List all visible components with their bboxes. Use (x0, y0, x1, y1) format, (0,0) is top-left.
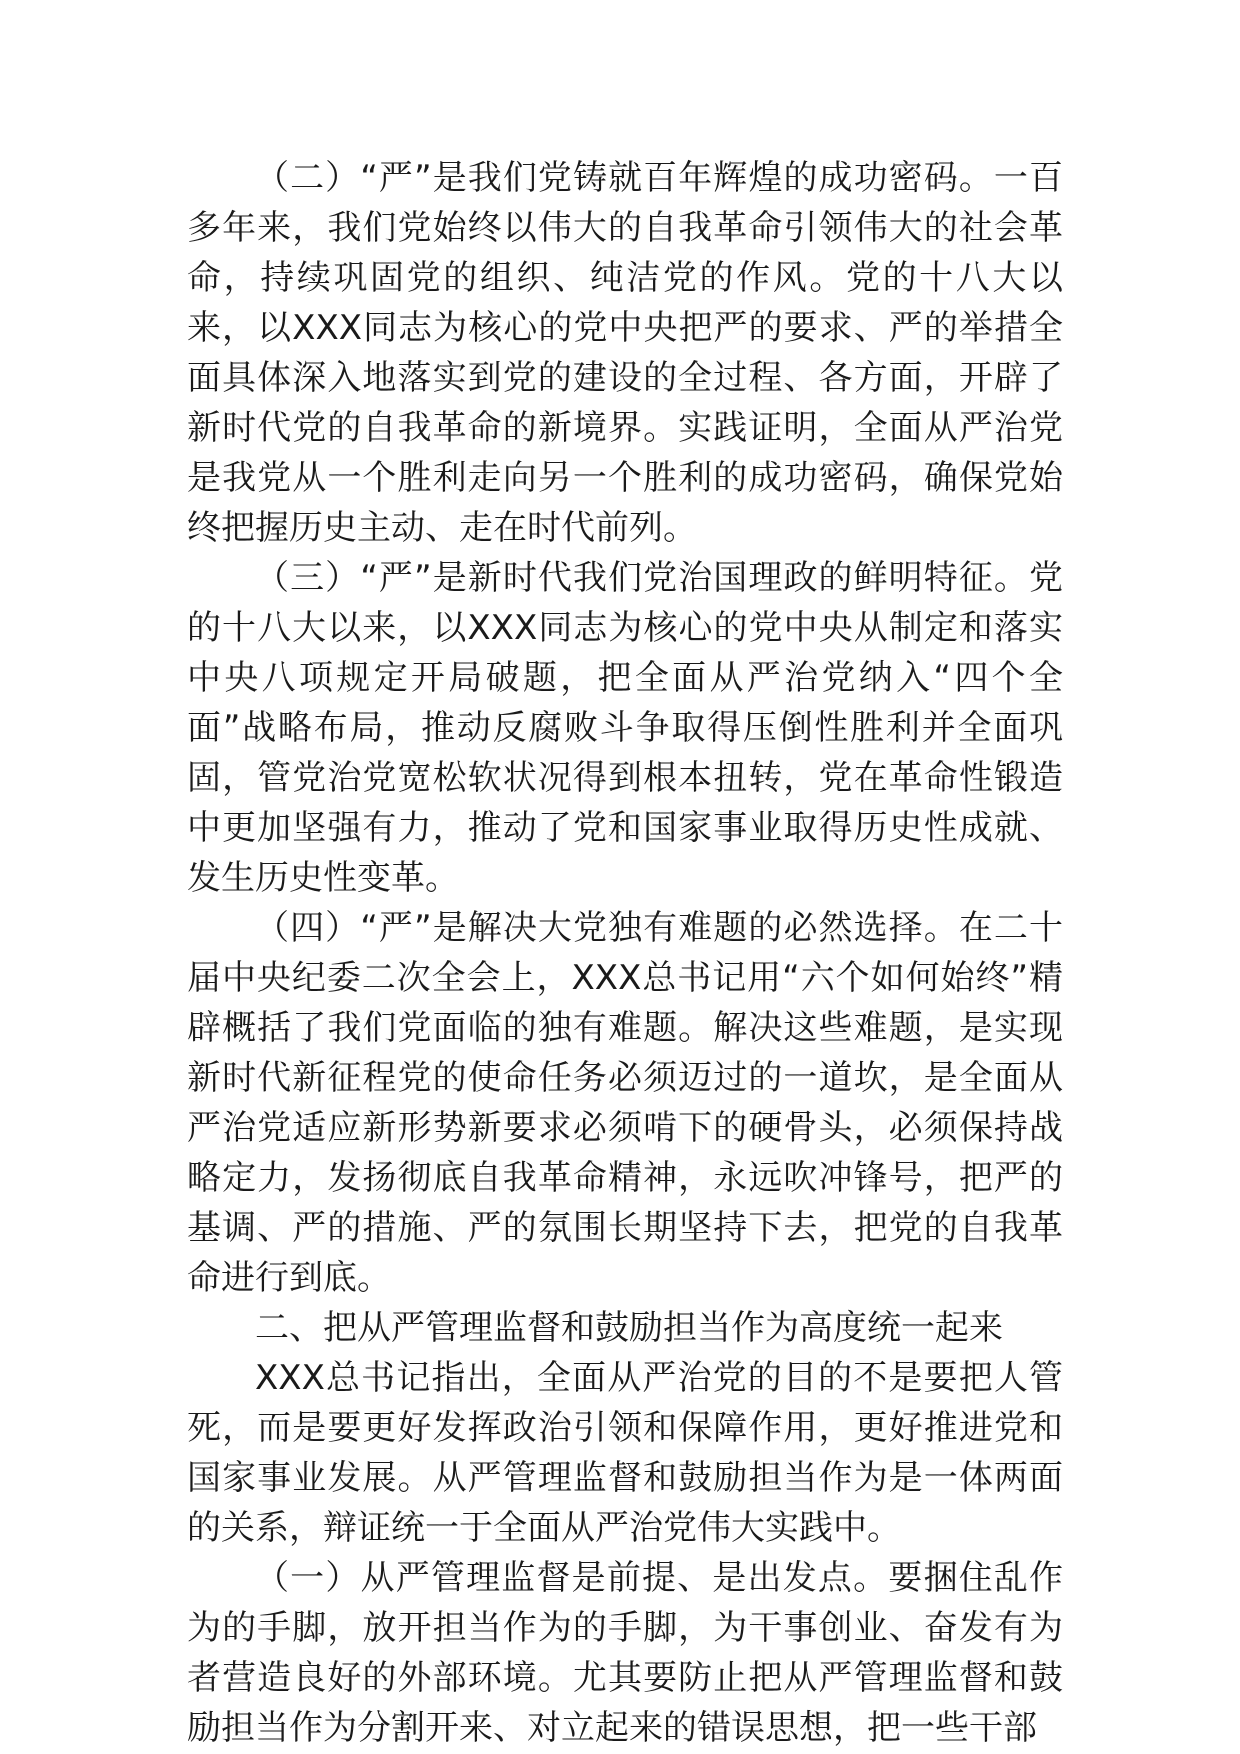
paragraph-yan-success-code: （二）“严”是我们党铸就百年辉煌的成功密码。一百多年来，我们党始终以伟大的自我革命引领伟大的社会革命，持续巩固党的组织、纯洁党的作风。党的十八大以来，以XXX同志为核心的党中央把严的要求、严的举措全面具体深入地落实到党的建设的全过程、各方面，开辟了新时代党的自我革命的新境界。实践证明，全面从严治党是我党从一个胜利走向另一个胜利的成功密码，确保党始终把握历史主动、走在时代前列。 (187, 158, 1063, 548)
paragraph-yan-governance-feature: （三）“严”是新时代我们党治国理政的鲜明特征。党的十八大以来，以XXX同志为核心的党中央从制定和落实中央八项规定开局破题，把全面从严治党纳入“四个全面”战略布局，推动反腐败斗争取得压倒性胜利并全面巩固，管党治党宽松软状况得到根本扭转，党在革命性锻造中更加坚强有力，推动了党和国家事业取得历史性成就、发生历史性变革。 (187, 558, 1063, 898)
paragraph-strict-supervision-premise: （一）从严管理监督是前提、是出发点。要捆住乱作为的手脚，放开担当作为的手脚，为干事创业、奋发有为者营造良好的外部环境。尤其要防止把从严管理监督和鼓励担当作为分割开来、对立起来的错误思想，把一些干部 (187, 1558, 1063, 1748)
paragraph-yan-unique-challenges: （四）“严”是解决大党独有难题的必然选择。在二十届中央纪委二次全会上，XXX总书记用“六个如何始终”精辟概括了我们党面临的独有难题。解决这些难题，是实现新时代新征程党的使命任务必须迈过的一道坎，是全面从严治党适应新形势新要求必须啃下的硬骨头，必须保持战略定力，发扬彻底自我革命精神，永远吹冲锋号，把严的基调、严的措施、严的氛围长期坚持下去，把党的自我革命进行到底。 (187, 908, 1063, 1298)
paragraph-section-two-intro: XXX总书记指出，全面从严治党的目的不是要把人管死，而是要更好发挥政治引领和保障作用，更好推进党和国家事业发展。从严管理监督和鼓励担当作为是一体两面的关系，辩证统一于全面从严治党伟大实践中。 (187, 1358, 1063, 1548)
document-body (187, 153, 1063, 1753)
section-heading-two: 二、把从严管理监督和鼓励担当作为高度统一起来 (255, 1308, 1003, 1348)
